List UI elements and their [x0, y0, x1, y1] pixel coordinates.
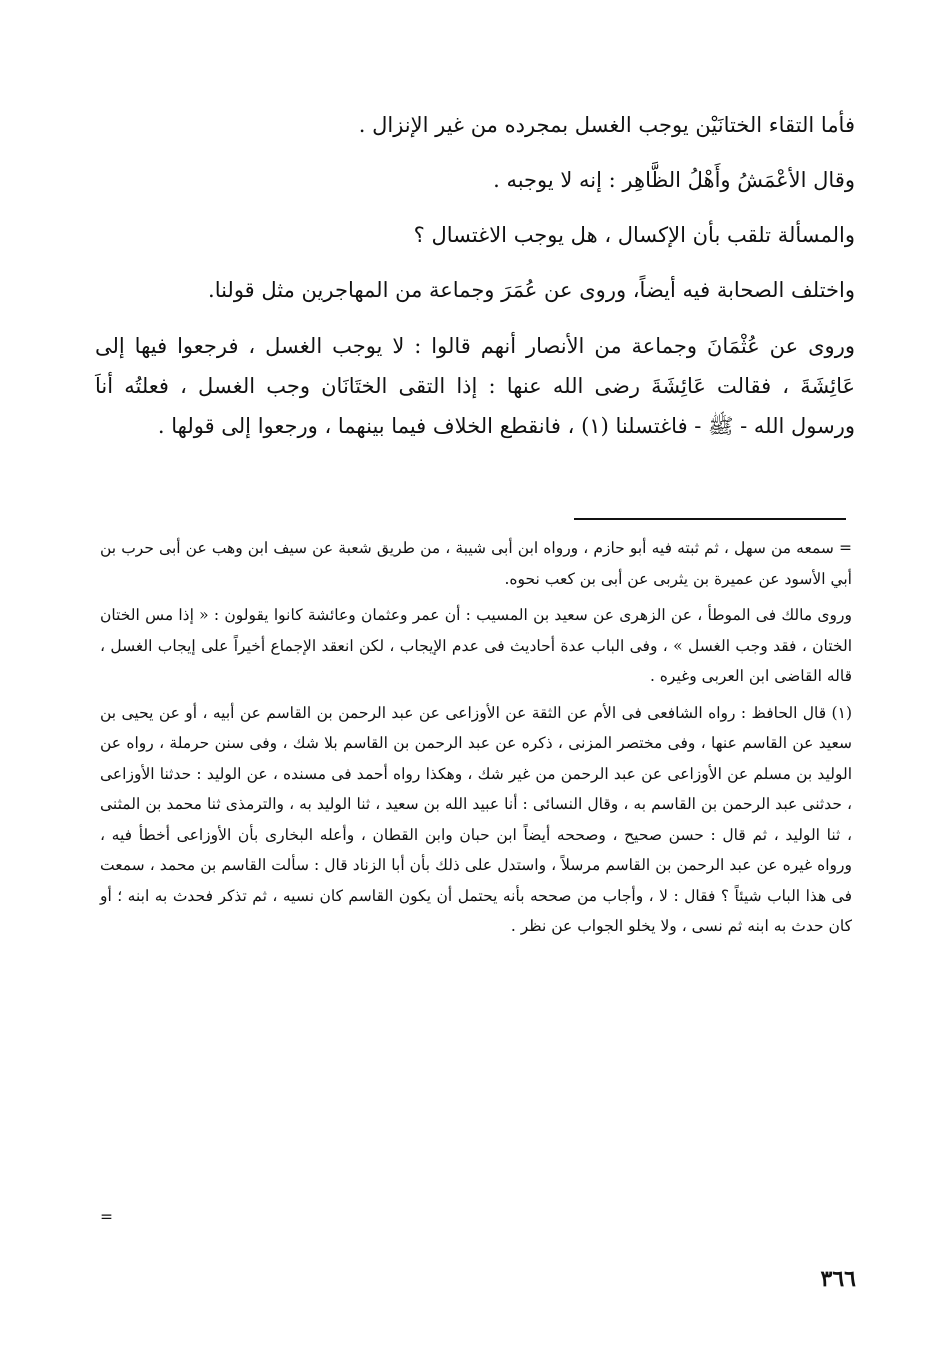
footnote-paragraph: وروى مالك فى الموطأ ، عن الزهرى عن سعيد بن المسيب : أن عمر وعثمان وعائشة كانوا يقولون : « إذا مس الختان الختان ، فقد وجب الغسل » ، وفى الباب عدة أحاديث فى عدم الإيجاب ، لكن انعقد الإجماع أخيراً على إيجاب الغسل ، قاله القاضى ابن العربى وغيره . — [100, 606, 852, 685]
footnote-continuation: = سمعه من سهل ، ثم ثبته فيه أبو حازم ، ورواه ابن أبى شيبة ، من طريق شعبة عن سيف ابن وهب عن أبى حرب بن أبي الأسود عن عميرة بن يثربى عن أبى بن كعب نحوه. — [100, 539, 852, 588]
footnote-continuation-mark: = — [100, 1208, 113, 1226]
main-paragraph: وقال الأعْمَشُ وأَهْلُ الظَّاهِر : إنه لا يوجبه . — [493, 168, 855, 192]
main-paragraph: واختلف الصحابة فيه أيضاً، وروى عن عُمَرَ وجماعة من المهاجرين مثل قولنا. — [208, 278, 855, 302]
footnote-separator — [574, 518, 846, 520]
main-paragraph: والمسألة تلقب بأن الإكسال ، هل يوجب الاغتسال ؟ — [413, 223, 855, 247]
footnote-1: (١) قال الحافظ : رواه الشافعى فى الأم عن الثقة عن الأوزاعى عن عبد الرحمن بن القاسم عن أبيه ، أو عن يحيى بن سعيد عن القاسم عنها ، وفى مختصر المزنى ، ذكره عن عبد الرحمن بن القاسم بلا شك ، وفى سنن حرملة ، رواه عن الوليد بن مسلم عن الأوزاعى عن عبد الرحمن من غير شك ، وهكذا رواه أحمد فى مسنده ، عن الوليد : حدثنا الأوزاعى ، حدثنى عبد الرحمن بن القاسم به ، وقال النسائى : أنا عبيد الله بن سعيد ، ثنا الوليد به ، والترمذى ثنا محمد بن المثنى ، ثنا الوليد ، ثم قال : حسن صحيح ، وصححه أيضاً ابن حبان وابن القطان ، وأعله البخارى بأن الأوزاعى أخطأ فيه ، ورواه غيره عن عبد الرحمن بن القاسم مرسلاً ، واستدل على ذلك بأن أبا الزناد قال : سألت القاسم بن محمد ، سمعت فى هذا الباب شيئاً ؟ فقال : لا ، وأجاب من صححه بأنه يحتمل أن يكون القاسم كان نسيه ، ثم تذكر فحدث به ابنه ؛ أو كان حدث به ابنه ثم نسى ، ولا يخلو الجواب عن نظر . — [100, 703, 852, 935]
page-number: ٣٦٦ — [820, 1266, 856, 1292]
main-paragraph: فأما التقاء الختانَيْن يوجب الغسل بمجرده من غير الإنزال . — [358, 113, 855, 137]
footnotes — [100, 533, 852, 1226]
main-text — [95, 98, 855, 446]
main-paragraph: وروى عن عُثْمَانَ وجماعة من الأنصار أنهم قالوا : لا يوجب الغسل ، فرجعوا فيها إلى عَائِشَةَ ، فقالت عَائِشَةَ رضى الله عنها : إذا التقى الختَانَان وجب الغسل ، فعلتُه أناَ ورسول الله - ﷺ - فاغتسلنا (١) ، فانقطع الخلاف فيما بينهما ، ورجعوا إلى قولها . — [95, 334, 855, 438]
